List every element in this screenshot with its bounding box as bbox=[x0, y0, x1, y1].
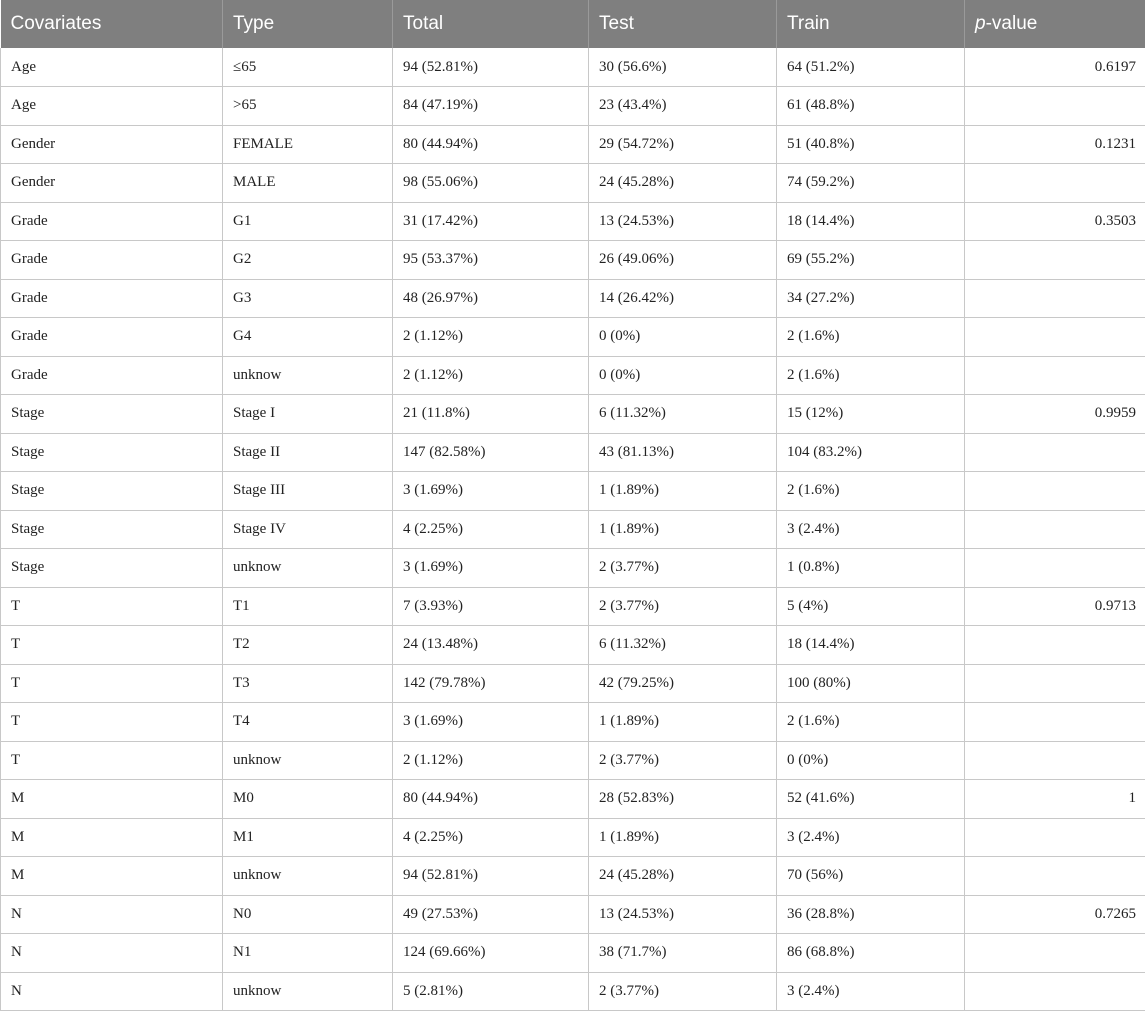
cell-train: 2 (1.6%) bbox=[777, 356, 965, 395]
table-row bbox=[1, 241, 1145, 280]
cell-total: 49 (27.53%) bbox=[393, 895, 589, 934]
cell-covariate: Grade bbox=[1, 356, 223, 395]
cell-total: 4 (2.25%) bbox=[393, 510, 589, 549]
cell-p-value: 0.9713 bbox=[965, 587, 1145, 626]
table-row bbox=[1, 164, 1145, 203]
cell-train: 100 (80%) bbox=[777, 664, 965, 703]
table-row bbox=[1, 472, 1145, 511]
cell-test: 2 (3.77%) bbox=[589, 549, 777, 588]
cell-type: unknow bbox=[223, 549, 393, 588]
cell-test: 2 (3.77%) bbox=[589, 972, 777, 1011]
table-row bbox=[1, 818, 1145, 857]
header-train: Train bbox=[777, 0, 965, 48]
cell-total: 94 (52.81%) bbox=[393, 857, 589, 896]
header-p-value bbox=[965, 0, 1145, 48]
table-row bbox=[1, 895, 1145, 934]
cell-p-value bbox=[965, 164, 1145, 203]
cell-covariate: T bbox=[1, 741, 223, 780]
cell-train: 86 (68.8%) bbox=[777, 934, 965, 973]
header-test: Test bbox=[589, 0, 777, 48]
cell-train: 18 (14.4%) bbox=[777, 626, 965, 665]
cell-covariate: T bbox=[1, 664, 223, 703]
table-row bbox=[1, 972, 1145, 1011]
cell-total: 4 (2.25%) bbox=[393, 818, 589, 857]
cell-type: Stage II bbox=[223, 433, 393, 472]
cell-covariate: N bbox=[1, 895, 223, 934]
cell-type: unknow bbox=[223, 741, 393, 780]
cell-test: 42 (79.25%) bbox=[589, 664, 777, 703]
cell-test: 1 (1.89%) bbox=[589, 818, 777, 857]
cell-type: G4 bbox=[223, 318, 393, 357]
cell-total: 98 (55.06%) bbox=[393, 164, 589, 203]
table-row bbox=[1, 703, 1145, 742]
cell-covariate: Grade bbox=[1, 318, 223, 357]
cell-train: 104 (83.2%) bbox=[777, 433, 965, 472]
cell-p-value bbox=[965, 549, 1145, 588]
cell-covariate: T bbox=[1, 626, 223, 665]
cell-train: 74 (59.2%) bbox=[777, 164, 965, 203]
table-row bbox=[1, 780, 1145, 819]
cell-type: ≤65 bbox=[223, 48, 393, 87]
cell-type: G1 bbox=[223, 202, 393, 241]
cell-p-value: 0.9959 bbox=[965, 395, 1145, 434]
cell-test: 23 (43.4%) bbox=[589, 87, 777, 126]
cell-test: 28 (52.83%) bbox=[589, 780, 777, 819]
cell-total: 48 (26.97%) bbox=[393, 279, 589, 318]
table-row bbox=[1, 510, 1145, 549]
cell-test: 43 (81.13%) bbox=[589, 433, 777, 472]
cell-covariate: Age bbox=[1, 48, 223, 87]
cell-train: 3 (2.4%) bbox=[777, 972, 965, 1011]
table-row bbox=[1, 433, 1145, 472]
cell-covariate: Gender bbox=[1, 125, 223, 164]
cell-type: M0 bbox=[223, 780, 393, 819]
cell-type: unknow bbox=[223, 356, 393, 395]
cell-covariate: Stage bbox=[1, 472, 223, 511]
cell-p-value bbox=[965, 510, 1145, 549]
cell-type: N1 bbox=[223, 934, 393, 973]
cell-test: 29 (54.72%) bbox=[589, 125, 777, 164]
cell-train: 2 (1.6%) bbox=[777, 318, 965, 357]
table-row bbox=[1, 318, 1145, 357]
cell-total: 2 (1.12%) bbox=[393, 741, 589, 780]
cell-total: 80 (44.94%) bbox=[393, 125, 589, 164]
cell-train: 36 (28.8%) bbox=[777, 895, 965, 934]
cell-covariate: Age bbox=[1, 87, 223, 126]
cell-p-value bbox=[965, 87, 1145, 126]
cell-train: 51 (40.8%) bbox=[777, 125, 965, 164]
cell-test: 6 (11.32%) bbox=[589, 395, 777, 434]
header-p-value-suffix: -value bbox=[986, 13, 1038, 34]
cell-test: 2 (3.77%) bbox=[589, 587, 777, 626]
cell-train: 70 (56%) bbox=[777, 857, 965, 896]
table-row bbox=[1, 279, 1145, 318]
cell-test: 26 (49.06%) bbox=[589, 241, 777, 280]
cell-p-value bbox=[965, 818, 1145, 857]
header-covariates: Covariates bbox=[1, 0, 223, 48]
cell-type: T2 bbox=[223, 626, 393, 665]
cell-total: 95 (53.37%) bbox=[393, 241, 589, 280]
cell-train: 61 (48.8%) bbox=[777, 87, 965, 126]
cell-p-value bbox=[965, 279, 1145, 318]
table-row bbox=[1, 549, 1145, 588]
cell-p-value bbox=[965, 433, 1145, 472]
cell-test: 13 (24.53%) bbox=[589, 202, 777, 241]
cell-covariate: M bbox=[1, 857, 223, 896]
cell-covariate: N bbox=[1, 934, 223, 973]
table-row bbox=[1, 741, 1145, 780]
cell-total: 3 (1.69%) bbox=[393, 703, 589, 742]
cell-total: 3 (1.69%) bbox=[393, 472, 589, 511]
cell-total: 94 (52.81%) bbox=[393, 48, 589, 87]
cell-total: 5 (2.81%) bbox=[393, 972, 589, 1011]
cell-type: M1 bbox=[223, 818, 393, 857]
cell-covariate: Stage bbox=[1, 433, 223, 472]
table-row bbox=[1, 356, 1145, 395]
cell-total: 80 (44.94%) bbox=[393, 780, 589, 819]
cell-type: T3 bbox=[223, 664, 393, 703]
cell-test: 1 (1.89%) bbox=[589, 472, 777, 511]
cell-type: N0 bbox=[223, 895, 393, 934]
cell-train: 69 (55.2%) bbox=[777, 241, 965, 280]
table-row bbox=[1, 48, 1145, 87]
cell-test: 24 (45.28%) bbox=[589, 164, 777, 203]
cell-total: 124 (69.66%) bbox=[393, 934, 589, 973]
cell-type: Stage III bbox=[223, 472, 393, 511]
cell-total: 142 (79.78%) bbox=[393, 664, 589, 703]
cell-covariate: Gender bbox=[1, 164, 223, 203]
cell-type: T4 bbox=[223, 703, 393, 742]
table-row bbox=[1, 857, 1145, 896]
cell-test: 6 (11.32%) bbox=[589, 626, 777, 665]
cell-test: 38 (71.7%) bbox=[589, 934, 777, 973]
cell-p-value bbox=[965, 857, 1145, 896]
cell-type: Stage I bbox=[223, 395, 393, 434]
cell-p-value: 0.6197 bbox=[965, 48, 1145, 87]
cell-type: unknow bbox=[223, 972, 393, 1011]
cell-p-value bbox=[965, 626, 1145, 665]
cell-p-value bbox=[965, 318, 1145, 357]
cell-test: 0 (0%) bbox=[589, 318, 777, 357]
cell-type: >65 bbox=[223, 87, 393, 126]
cell-test: 13 (24.53%) bbox=[589, 895, 777, 934]
cell-p-value: 1 bbox=[965, 780, 1145, 819]
cell-test: 2 (3.77%) bbox=[589, 741, 777, 780]
cell-train: 15 (12%) bbox=[777, 395, 965, 434]
table-row bbox=[1, 664, 1145, 703]
table-body bbox=[1, 48, 1145, 1011]
cell-test: 1 (1.89%) bbox=[589, 510, 777, 549]
table-row bbox=[1, 934, 1145, 973]
cell-covariate: T bbox=[1, 587, 223, 626]
cell-train: 52 (41.6%) bbox=[777, 780, 965, 819]
cell-covariate: Grade bbox=[1, 202, 223, 241]
cell-p-value bbox=[965, 241, 1145, 280]
cell-total: 2 (1.12%) bbox=[393, 356, 589, 395]
cell-p-value bbox=[965, 356, 1145, 395]
cell-train: 18 (14.4%) bbox=[777, 202, 965, 241]
cell-train: 34 (27.2%) bbox=[777, 279, 965, 318]
table-row bbox=[1, 125, 1145, 164]
cell-p-value bbox=[965, 741, 1145, 780]
cell-type: FEMALE bbox=[223, 125, 393, 164]
cell-type: T1 bbox=[223, 587, 393, 626]
cell-p-value bbox=[965, 972, 1145, 1011]
cell-train: 5 (4%) bbox=[777, 587, 965, 626]
cell-p-value bbox=[965, 472, 1145, 511]
cell-type: G3 bbox=[223, 279, 393, 318]
cell-test: 1 (1.89%) bbox=[589, 703, 777, 742]
table-header bbox=[1, 0, 1145, 48]
cell-total: 147 (82.58%) bbox=[393, 433, 589, 472]
cell-type: unknow bbox=[223, 857, 393, 896]
cell-train: 64 (51.2%) bbox=[777, 48, 965, 87]
cell-covariate: Stage bbox=[1, 510, 223, 549]
cell-p-value bbox=[965, 664, 1145, 703]
cell-covariate: M bbox=[1, 818, 223, 857]
cell-p-value bbox=[965, 934, 1145, 973]
cell-total: 84 (47.19%) bbox=[393, 87, 589, 126]
cell-type: MALE bbox=[223, 164, 393, 203]
cell-total: 21 (11.8%) bbox=[393, 395, 589, 434]
header-type: Type bbox=[223, 0, 393, 48]
cell-type: G2 bbox=[223, 241, 393, 280]
cell-p-value: 0.3503 bbox=[965, 202, 1145, 241]
cell-train: 3 (2.4%) bbox=[777, 510, 965, 549]
table-row bbox=[1, 202, 1145, 241]
cell-total: 2 (1.12%) bbox=[393, 318, 589, 357]
cell-type: Stage IV bbox=[223, 510, 393, 549]
cell-p-value: 0.1231 bbox=[965, 125, 1145, 164]
header-p-value-italic: p bbox=[975, 13, 986, 34]
cell-covariate: Stage bbox=[1, 549, 223, 588]
cell-covariate: T bbox=[1, 703, 223, 742]
cell-test: 30 (56.6%) bbox=[589, 48, 777, 87]
cell-train: 0 (0%) bbox=[777, 741, 965, 780]
cell-covariate: Stage bbox=[1, 395, 223, 434]
table-row bbox=[1, 395, 1145, 434]
cell-train: 2 (1.6%) bbox=[777, 472, 965, 511]
cell-total: 3 (1.69%) bbox=[393, 549, 589, 588]
cell-total: 7 (3.93%) bbox=[393, 587, 589, 626]
table-row bbox=[1, 626, 1145, 665]
table-row bbox=[1, 587, 1145, 626]
cell-p-value: 0.7265 bbox=[965, 895, 1145, 934]
table-row bbox=[1, 87, 1145, 126]
cell-train: 3 (2.4%) bbox=[777, 818, 965, 857]
cell-covariate: M bbox=[1, 780, 223, 819]
cell-train: 1 (0.8%) bbox=[777, 549, 965, 588]
cell-test: 0 (0%) bbox=[589, 356, 777, 395]
header-row bbox=[1, 0, 1145, 48]
cell-total: 31 (17.42%) bbox=[393, 202, 589, 241]
cell-total: 24 (13.48%) bbox=[393, 626, 589, 665]
cell-test: 14 (26.42%) bbox=[589, 279, 777, 318]
header-total: Total bbox=[393, 0, 589, 48]
cell-covariate: Grade bbox=[1, 241, 223, 280]
cell-p-value bbox=[965, 703, 1145, 742]
cell-train: 2 (1.6%) bbox=[777, 703, 965, 742]
cell-test: 24 (45.28%) bbox=[589, 857, 777, 896]
cell-covariate: Grade bbox=[1, 279, 223, 318]
cell-covariate: N bbox=[1, 972, 223, 1011]
